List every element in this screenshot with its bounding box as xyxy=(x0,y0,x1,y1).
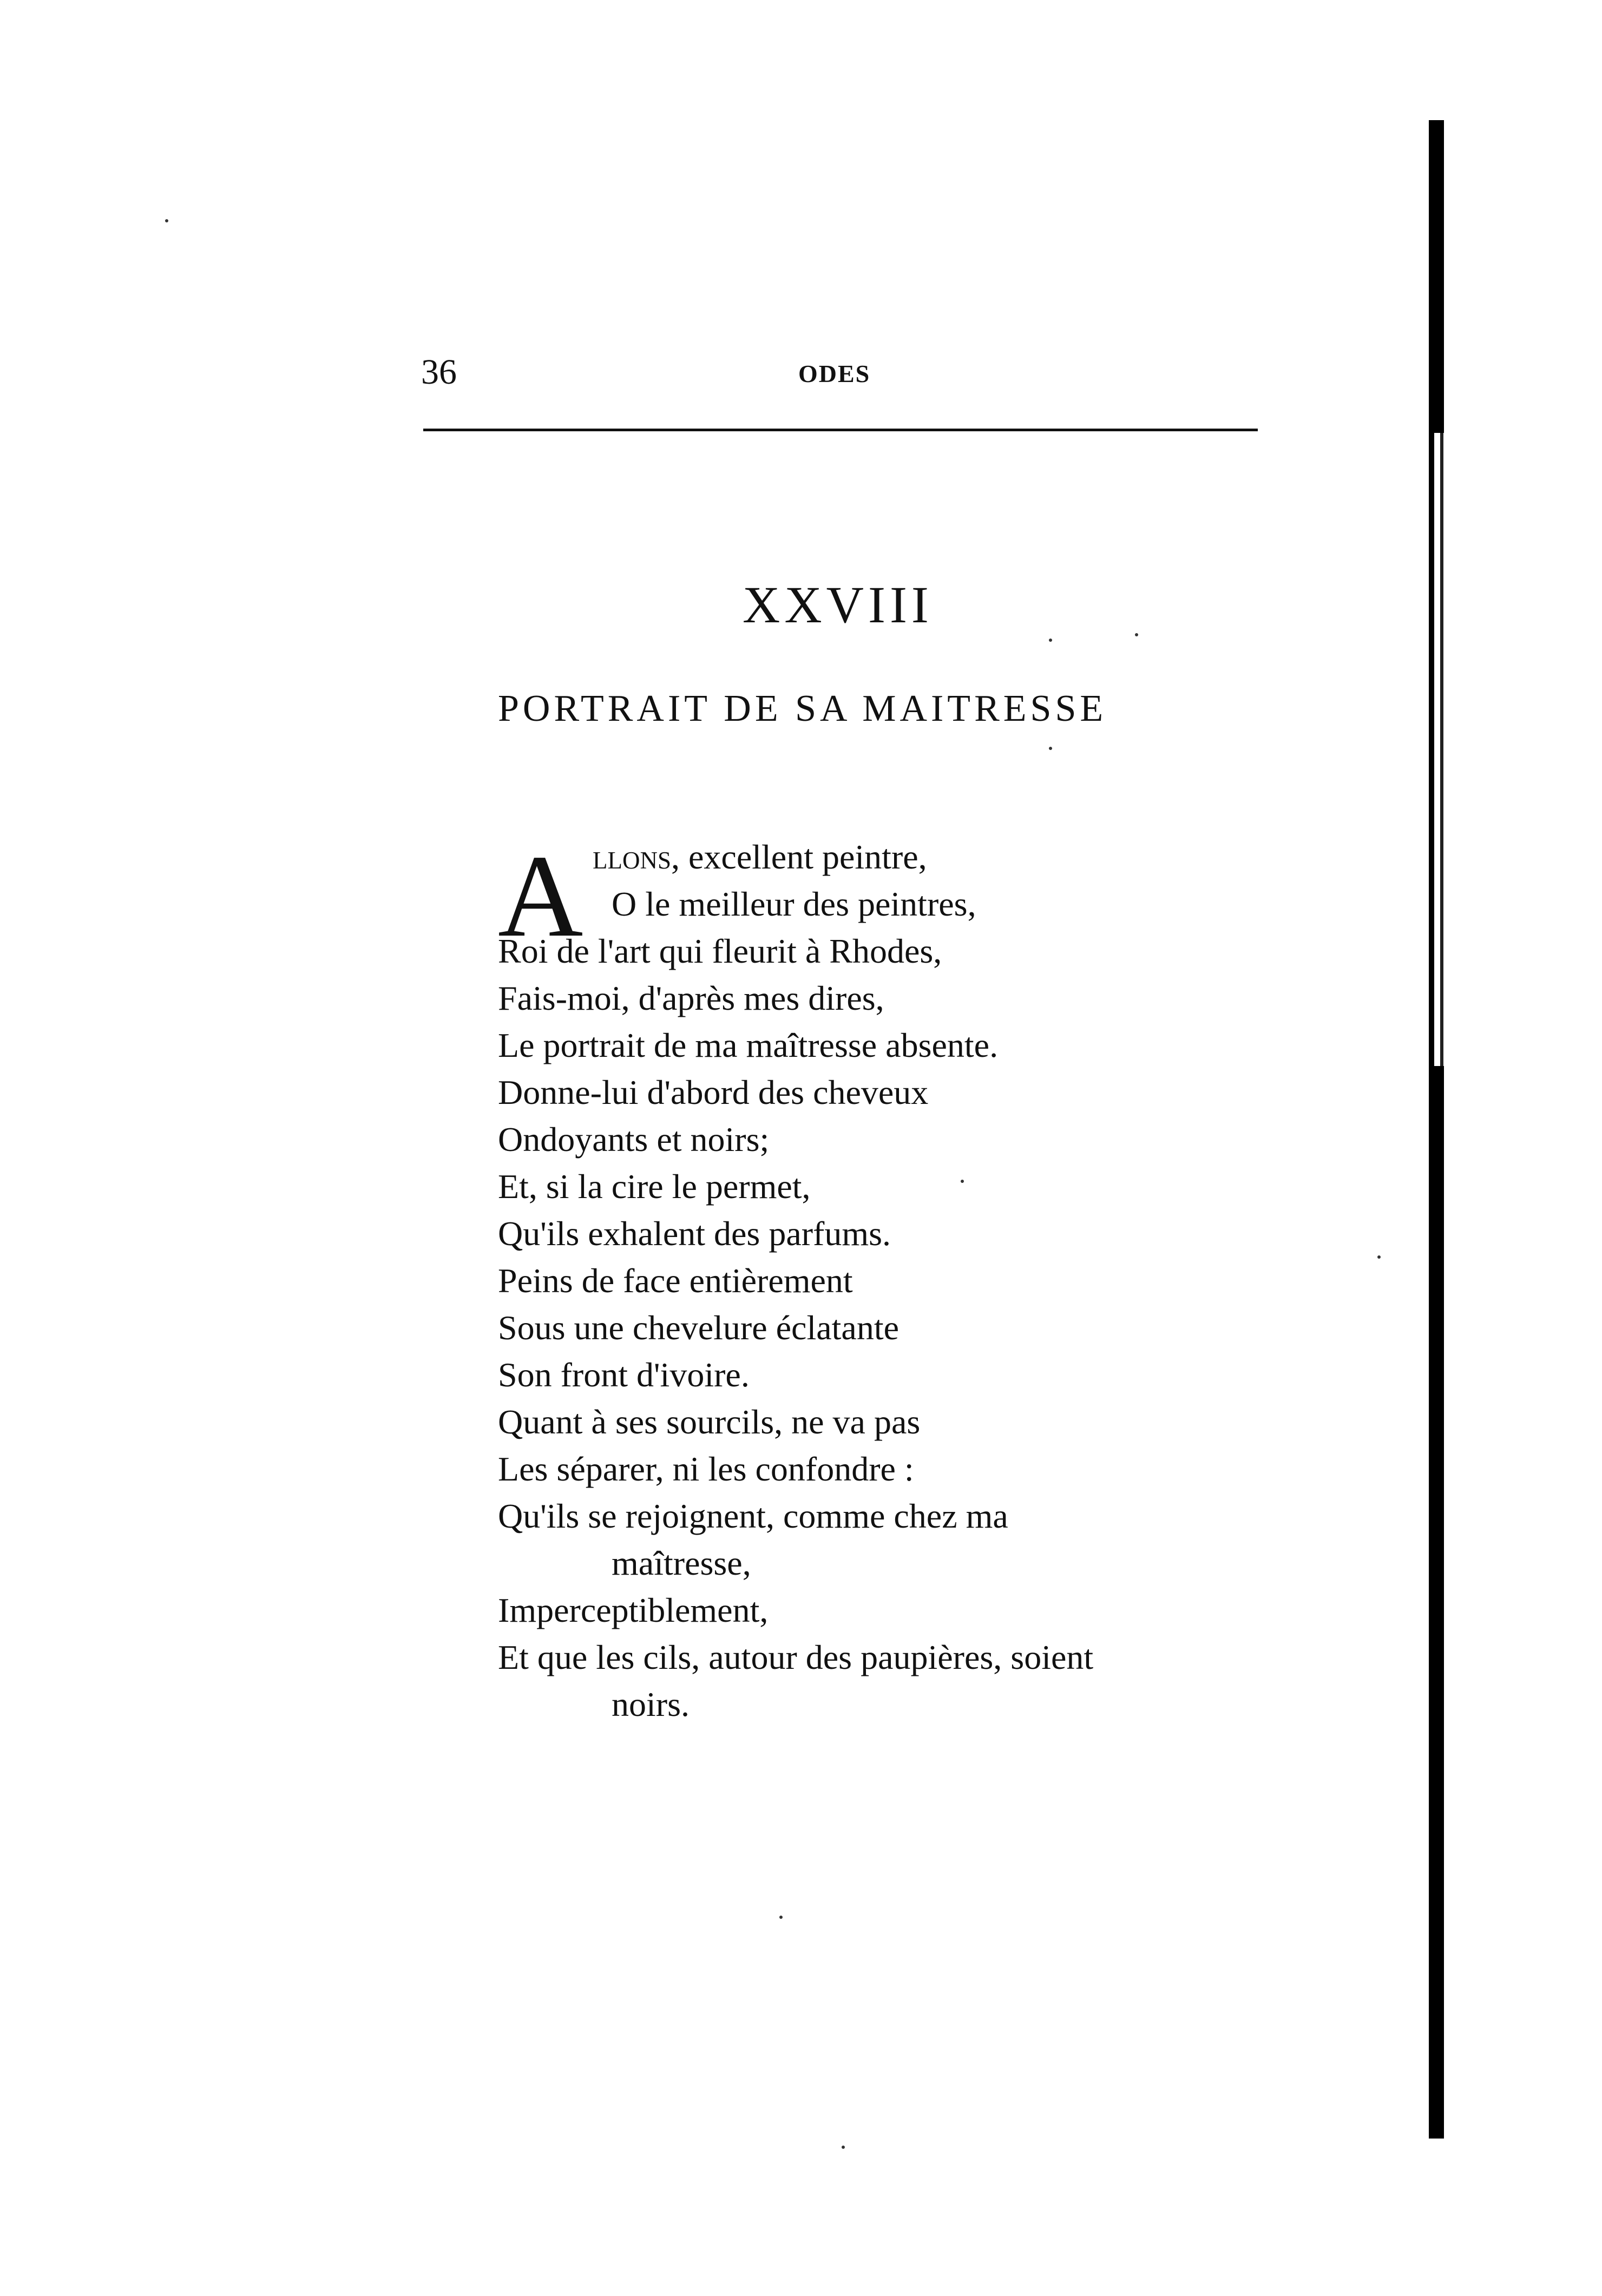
poem xyxy=(498,833,1266,1728)
drop-cap: A xyxy=(498,831,583,962)
verse-line: Le portrait de ma maîtresse absente. xyxy=(498,1026,999,1064)
speck xyxy=(165,219,168,222)
verse-line: Quant à ses sourcils, ne va pas xyxy=(498,1403,921,1441)
speck xyxy=(779,1916,783,1919)
verse-line: Les séparer, ni les confondre : xyxy=(498,1450,914,1488)
speck xyxy=(1049,639,1052,642)
ode-title: PORTRAIT DE SA MAITRESSE xyxy=(498,688,1107,729)
verse-line: Fais-moi, d'après mes dires, xyxy=(498,979,884,1017)
speck xyxy=(842,2146,845,2149)
verse-line: Roi de l'art qui fleurit à Rhodes, xyxy=(498,932,942,970)
first-word-rest: llons xyxy=(593,838,671,876)
header-rule xyxy=(423,429,1258,431)
speck xyxy=(1135,633,1138,636)
verse-line: Et, si la cire le permet, xyxy=(498,1167,811,1206)
binding-line xyxy=(1440,433,1443,1066)
speck xyxy=(961,1180,964,1183)
verse-line: O le meilleur des peintres, xyxy=(612,885,976,923)
page-number: 36 xyxy=(421,352,457,392)
verse-line: Son front d'ivoire. xyxy=(498,1356,750,1394)
verse-line: Qu'ils se rejoignent, comme chez ma xyxy=(498,1497,1008,1535)
binding-edge xyxy=(1429,120,1444,2139)
verse-line: maîtresse, xyxy=(612,1544,751,1582)
speck xyxy=(1049,747,1052,750)
verse-line: Donne-lui d'abord des cheveux xyxy=(498,1073,929,1111)
verse-line: Imperceptiblement, xyxy=(498,1591,769,1629)
ode-number: XXVIII xyxy=(743,576,933,634)
verse-line: Peins de face entièrement xyxy=(498,1261,853,1300)
running-title: ODES xyxy=(798,360,871,387)
first-line-rest: , excellent peintre, xyxy=(671,838,927,876)
verse-line xyxy=(498,833,1266,880)
speck xyxy=(1377,1255,1381,1259)
verse-line: noirs. xyxy=(612,1685,690,1723)
verse-line: Ondoyants et noirs; xyxy=(498,1120,770,1159)
verse-line: Et que les cils, autour des paupières, soient xyxy=(498,1638,1094,1676)
verse-line: Sous une chevelure éclatante xyxy=(498,1308,899,1347)
verse-line: Qu'ils exhalent des parfums. xyxy=(498,1214,891,1253)
